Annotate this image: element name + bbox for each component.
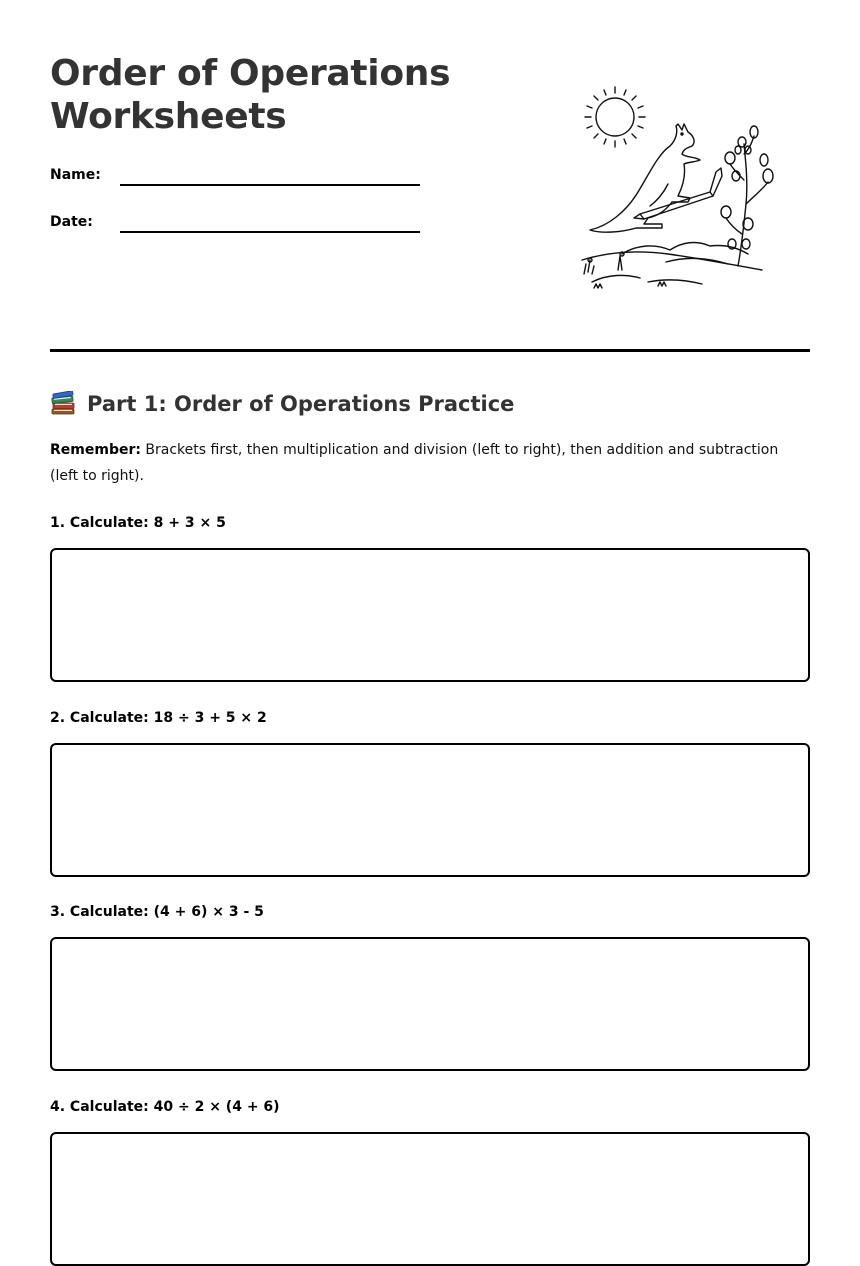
question-1: [50, 513, 810, 533]
question-label: 3. Calculate: (4 + 6) × 3 - 5: [50, 904, 264, 920]
answer-box-1[interactable]: [50, 548, 810, 682]
sun-icon: [585, 87, 645, 147]
part1-heading-text: Part 1: Order of Operations Practice: [87, 392, 515, 416]
question-label: 4. Calculate: 40 ÷ 2 × (4 + 6): [50, 1099, 280, 1115]
worksheet-header: [50, 0, 810, 352]
header-divider: [50, 349, 810, 352]
answer-box-3[interactable]: [50, 937, 810, 1071]
kangaroo-illustration: [578, 84, 810, 294]
remember-label: Remember:: [50, 442, 141, 458]
name-field[interactable]: [50, 165, 420, 195]
name-line[interactable]: [120, 184, 420, 186]
hills-icon: [582, 243, 762, 288]
plant-icon: [721, 126, 773, 266]
books-icon: [50, 391, 76, 417]
question-label: 2. Calculate: 18 ÷ 3 + 5 × 2: [50, 710, 267, 726]
title-line-2: Worksheets: [50, 96, 287, 137]
page-title: [50, 52, 450, 138]
answer-box-2[interactable]: [50, 743, 810, 877]
question-3: [50, 902, 810, 922]
date-label: Date:: [50, 214, 93, 230]
question-2: [50, 708, 810, 728]
date-field[interactable]: [50, 212, 420, 242]
part1-heading: [50, 388, 514, 420]
remember-note: [50, 437, 810, 489]
remember-text: Brackets first, then multiplication and division (left to right), then addition and subtraction (left to right).: [50, 442, 779, 484]
question-4: [50, 1097, 810, 1117]
title-line-1: Order of Operations: [50, 53, 451, 94]
name-label: Name:: [50, 167, 101, 183]
answer-box-4[interactable]: [50, 1132, 810, 1266]
date-line[interactable]: [120, 231, 420, 233]
worksheet-page: [50, 0, 810, 1115]
kangaroo-figure: [590, 124, 700, 232]
question-label: 1. Calculate: 8 + 3 × 5: [50, 515, 226, 531]
